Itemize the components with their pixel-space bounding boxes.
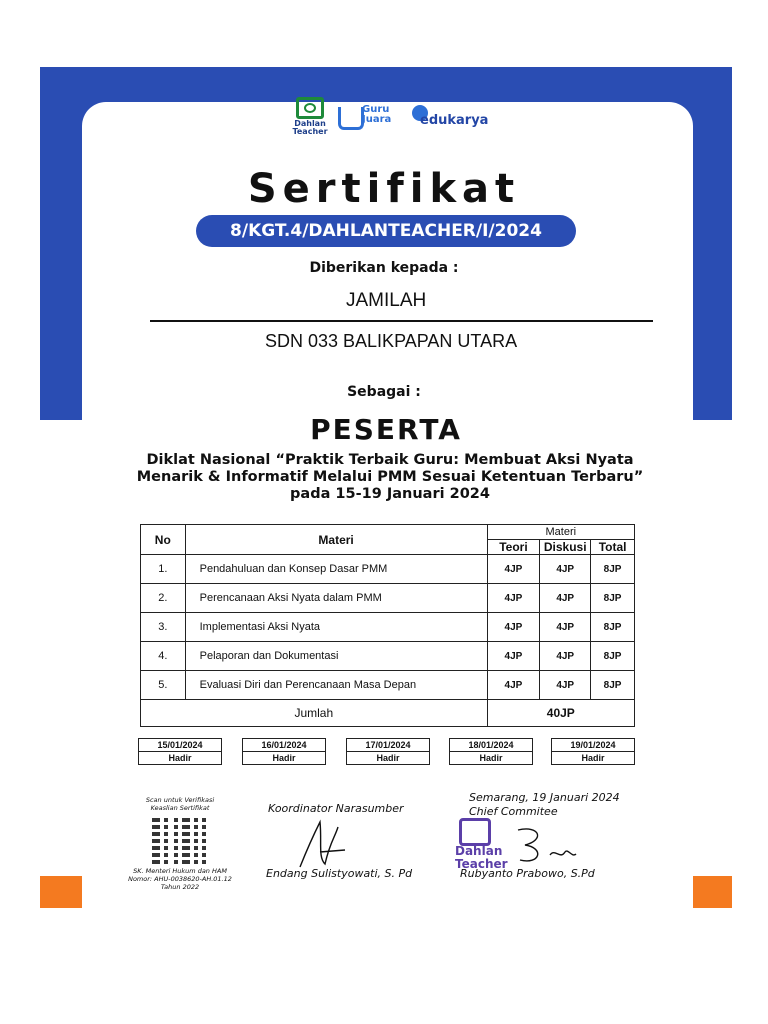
row-teori: 4JP (487, 642, 540, 671)
attendance-status: Hadir (346, 752, 430, 765)
attendance-date: 16/01/2024 (242, 738, 326, 752)
book-icon (338, 107, 364, 130)
attendance-status: Hadir (449, 752, 533, 765)
materi-table (140, 524, 635, 727)
row-diskusi: 4JP (540, 584, 591, 613)
attendance-date: 19/01/2024 (551, 738, 635, 752)
right-signer-title: Chief Commitee (469, 805, 558, 818)
row-no: 5. (141, 671, 186, 700)
sum-label: Jumlah (141, 700, 488, 727)
header-no: No (141, 525, 186, 555)
right-signer-name: Rubyanto Prabowo, S.Pd (460, 867, 595, 880)
table-row (141, 642, 635, 671)
dahlan-teacher-logo: Dahlan Teacher (290, 97, 330, 137)
row-no: 4. (141, 642, 186, 671)
row-materi: Pelaporan dan Dokumentasi (185, 642, 487, 671)
attendance-status: Hadir (138, 752, 222, 765)
attendance-date: 15/01/2024 (138, 738, 222, 752)
row-diskusi: 4JP (540, 555, 591, 584)
certificate-number: 8/KGT.4/DAHLANTEACHER/I/2024 (196, 215, 576, 247)
left-signer-name: Endang Sulistyowati, S. Pd (266, 867, 413, 880)
certificate-title: Sertifikat (247, 166, 521, 212)
header-total: Total (591, 540, 635, 555)
row-materi: Perencanaan Aksi Nyata dalam PMM (185, 584, 487, 613)
sum-row (141, 700, 635, 727)
row-teori: 4JP (487, 584, 540, 613)
attendance-date: 17/01/2024 (346, 738, 430, 752)
dahlan-teacher-stamp: Dahlan Teacher (455, 818, 515, 873)
row-teori: 4JP (487, 555, 540, 584)
row-total: 8JP (591, 642, 635, 671)
description-line: pada 15-19 Januari 2024 (290, 486, 490, 502)
guru-juara-logo: Guru Juara (338, 103, 404, 133)
attendance-day (346, 738, 430, 765)
stamp-logo-icon (459, 818, 491, 846)
dahlan-logo-icon (296, 97, 324, 119)
row-total: 8JP (591, 671, 635, 700)
orange-accent-left (40, 876, 82, 908)
left-signer-title: Koordinator Narasumber (268, 802, 404, 815)
attendance-day (242, 738, 326, 765)
description-line: Diklat Nasional “Praktik Terbaik Guru: Membuat Aksi Nyata (146, 452, 634, 468)
row-teori: 4JP (487, 613, 540, 642)
attendance-day (551, 738, 635, 765)
row-total: 8JP (591, 613, 635, 642)
sum-value: 40JP (487, 700, 634, 727)
recipient-name: JAMILAH (346, 290, 427, 311)
scan-verification-text: Scan untuk Verifikasi Keaslian Sertifikat (145, 796, 215, 812)
row-no: 3. (141, 613, 186, 642)
event-description (0, 452, 768, 503)
row-no: 1. (141, 555, 186, 584)
as-label: Sebagai : (347, 384, 421, 400)
edukarya-logo: edukarya (412, 103, 502, 133)
row-materi: Pendahuluan dan Konsep Dasar PMM (185, 555, 487, 584)
qr-code-pattern (152, 817, 206, 867)
orange-accent-right (693, 876, 732, 908)
attendance-status: Hadir (242, 752, 326, 765)
legal-registration: SK. Menteri Hukum dan HAM Nomor: AHU-0038620-AH.01.12 Tahun 2022 (128, 867, 232, 891)
row-materi: Implementasi Aksi Nyata (185, 613, 487, 642)
description-line: Menarik & Informatif Melalui PMM Sesuai Ketentuan Terbaru” (136, 469, 644, 485)
attendance-date: 18/01/2024 (449, 738, 533, 752)
recipient-school: SDN 033 BALIKPAPAN UTARA (265, 331, 518, 351)
row-teori: 4JP (487, 671, 540, 700)
name-underline (150, 320, 653, 322)
role-title: PESERTA (310, 413, 462, 446)
row-diskusi: 4JP (540, 613, 591, 642)
place-and-date: Semarang, 19 Januari 2024 (469, 791, 620, 804)
row-diskusi: 4JP (540, 671, 591, 700)
header-teori: Teori (487, 540, 540, 555)
attendance-day (138, 738, 222, 765)
left-signature (290, 812, 360, 872)
right-signature (510, 820, 580, 870)
attendance-day (449, 738, 533, 765)
table-row (141, 584, 635, 613)
header-diskusi: Diskusi (540, 540, 591, 555)
row-no: 2. (141, 584, 186, 613)
logo-row (290, 97, 500, 137)
row-materi: Evaluasi Diri dan Perencanaan Masa Depan (185, 671, 487, 700)
attendance-status: Hadir (551, 752, 635, 765)
table-row (141, 613, 635, 642)
header-materi: Materi (185, 525, 487, 555)
row-diskusi: 4JP (540, 642, 591, 671)
table-row (141, 555, 635, 584)
row-total: 8JP (591, 584, 635, 613)
given-to-label: Diberikan kepada : (309, 260, 459, 276)
header-materi-group: Materi (487, 525, 634, 540)
row-total: 8JP (591, 555, 635, 584)
table-row (141, 671, 635, 700)
